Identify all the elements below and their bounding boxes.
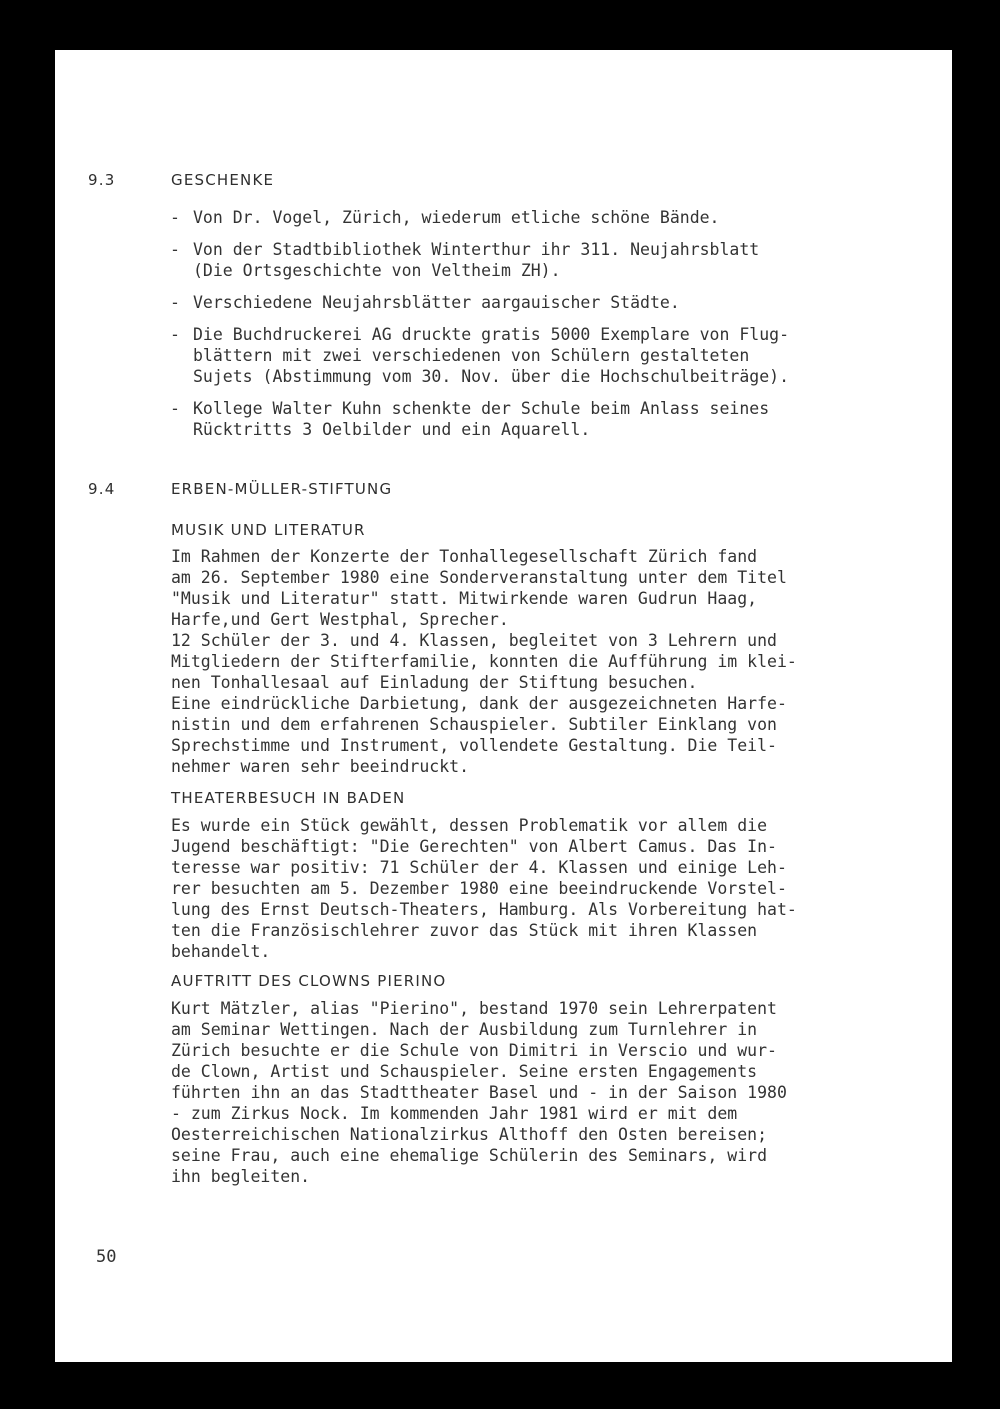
paragraph-line: Kurt Mätzler, alias "Pierino", bestand 1970 sein Lehrerpatent <box>171 999 777 1018</box>
gift-item-line: blättern mit zwei verschiedenen von Schülern gestalteten <box>193 346 750 365</box>
gift-item-line: Sujets (Abstimmung vom 30. Nov. über die Hochschulbeiträge). <box>193 367 790 386</box>
paragraph-line: nistin und dem erfahrenen Schauspieler. Subtiler Einklang von <box>171 715 777 734</box>
gift-item-line: Die Buchdruckerei AG druckte gratis 5000 Exemplare von Flug- <box>193 325 790 344</box>
section-title-erben-mueller-stiftung: ERBEN-MÜLLER-STIFTUNG <box>171 480 393 498</box>
subsection-heading-musik-und-literatur: MUSIK UND LITERATUR <box>171 521 366 539</box>
gift-item-line: Von Dr. Vogel, Zürich, wiederum etliche schöne Bände. <box>193 208 720 227</box>
gift-item <box>170 239 789 281</box>
section-number-9-3: 9.3 <box>88 171 116 189</box>
gift-item <box>170 324 789 387</box>
bullet-dash: - <box>170 325 180 344</box>
paragraph-line: Eine eindrückliche Darbietung, dank der ausgezeichneten Harfe- <box>171 694 787 713</box>
paragraph-line: de Clown, Artist und Schauspieler. Seine ersten Engagements <box>171 1062 758 1081</box>
paragraph-line: am 26. September 1980 eine Sonderveranstaltung unter dem Titel <box>171 568 787 587</box>
section-title-geschenke: GESCHENKE <box>171 171 275 189</box>
paragraph-line: "Musik und Literatur" statt. Mitwirkende waren Gudrun Haag, <box>171 589 758 608</box>
paragraph-line: nehmer waren sehr beeindruckt. <box>171 757 470 776</box>
gifts-list <box>170 207 789 451</box>
paragraph-line: Jugend beschäftigt: "Die Gerechten" von Albert Camus. Das In- <box>171 837 777 856</box>
paragraph-line: - zum Zirkus Nock. Im kommenden Jahr 1981 wird er mit dem <box>171 1104 738 1123</box>
paragraph-line: Oesterreichischen Nationalzirkus Althoff den Osten bereisen; <box>171 1125 768 1144</box>
paragraph-line: Im Rahmen der Konzerte der Tonhallegesellschaft Zürich fand <box>171 547 758 566</box>
gift-item-line: Von der Stadtbibliothek Winterthur ihr 311. Neujahrsblatt <box>193 240 760 259</box>
bullet-dash: - <box>170 293 180 312</box>
section-number-9-4: 9.4 <box>88 480 116 498</box>
paragraph-line: seine Frau, auch eine ehemalige Schülerin des Seminars, wird <box>171 1146 768 1165</box>
gift-item <box>170 207 789 228</box>
gift-item <box>170 292 789 313</box>
paragraph-line: teresse war positiv: 71 Schüler der 4. Klassen und einige Leh- <box>171 858 787 877</box>
paragraph-line: lung des Ernst Deutsch-Theaters, Hamburg. Als Vorbereitung hat- <box>171 900 797 919</box>
paragraph-line: Sprechstimme und Instrument, vollendete Gestaltung. Die Teil- <box>171 736 777 755</box>
gift-item-line: Rücktritts 3 Oelbilder und ein Aquarell. <box>193 420 591 439</box>
paragraph-line: ihn begleiten. <box>171 1167 311 1186</box>
bullet-dash: - <box>170 240 180 259</box>
bullet-dash: - <box>170 399 180 418</box>
paragraph-line: ten die Französischlehrer zuvor das Stück mit ihren Klassen <box>171 921 758 940</box>
paragraph-line: führten ihn an das Stadttheater Basel und - in der Saison 1980 <box>171 1083 787 1102</box>
paragraph-line: behandelt. <box>171 942 271 961</box>
paragraph-line: Es wurde ein Stück gewählt, dessen Problematik vor allem die <box>171 816 768 835</box>
paragraph-musik-und-literatur <box>171 546 797 777</box>
bullet-dash: - <box>170 208 180 227</box>
paragraph-line: am Seminar Wettingen. Nach der Ausbildung zum Turnlehrer in <box>171 1020 758 1039</box>
subsection-heading-theaterbesuch: THEATERBESUCH IN BADEN <box>171 789 406 807</box>
gift-item-line: (Die Ortsgeschichte von Veltheim ZH). <box>193 261 561 280</box>
paragraph-clown-pierino <box>171 998 787 1187</box>
document-page <box>55 50 952 1362</box>
paragraph-line: rer besuchten am 5. Dezember 1980 eine beeindruckende Vorstel- <box>171 879 787 898</box>
gift-item-line: Verschiedene Neujahrsblätter aargauischer Städte. <box>193 293 680 312</box>
paragraph-line: Harfe,und Gert Westphal, Sprecher. <box>171 610 509 629</box>
gift-item-line: Kollege Walter Kuhn schenkte der Schule beim Anlass seines <box>193 399 770 418</box>
paragraph-line: nen Tonhallesaal auf Einladung der Stiftung besuchen. <box>171 673 698 692</box>
paragraph-line: Zürich besuchte er die Schule von Dimitri in Verscio und wur- <box>171 1041 777 1060</box>
paragraph-line: 12 Schüler der 3. und 4. Klassen, begleitet von 3 Lehrern und <box>171 631 777 650</box>
gift-item <box>170 398 789 440</box>
subsection-heading-clown-pierino: AUFTRITT DES CLOWNS PIERINO <box>171 972 447 990</box>
paragraph-theaterbesuch <box>171 815 797 962</box>
paragraph-line: Mitgliedern der Stifterfamilie, konnten die Aufführung im klei- <box>171 652 797 671</box>
page-number: 50 <box>96 1247 117 1267</box>
